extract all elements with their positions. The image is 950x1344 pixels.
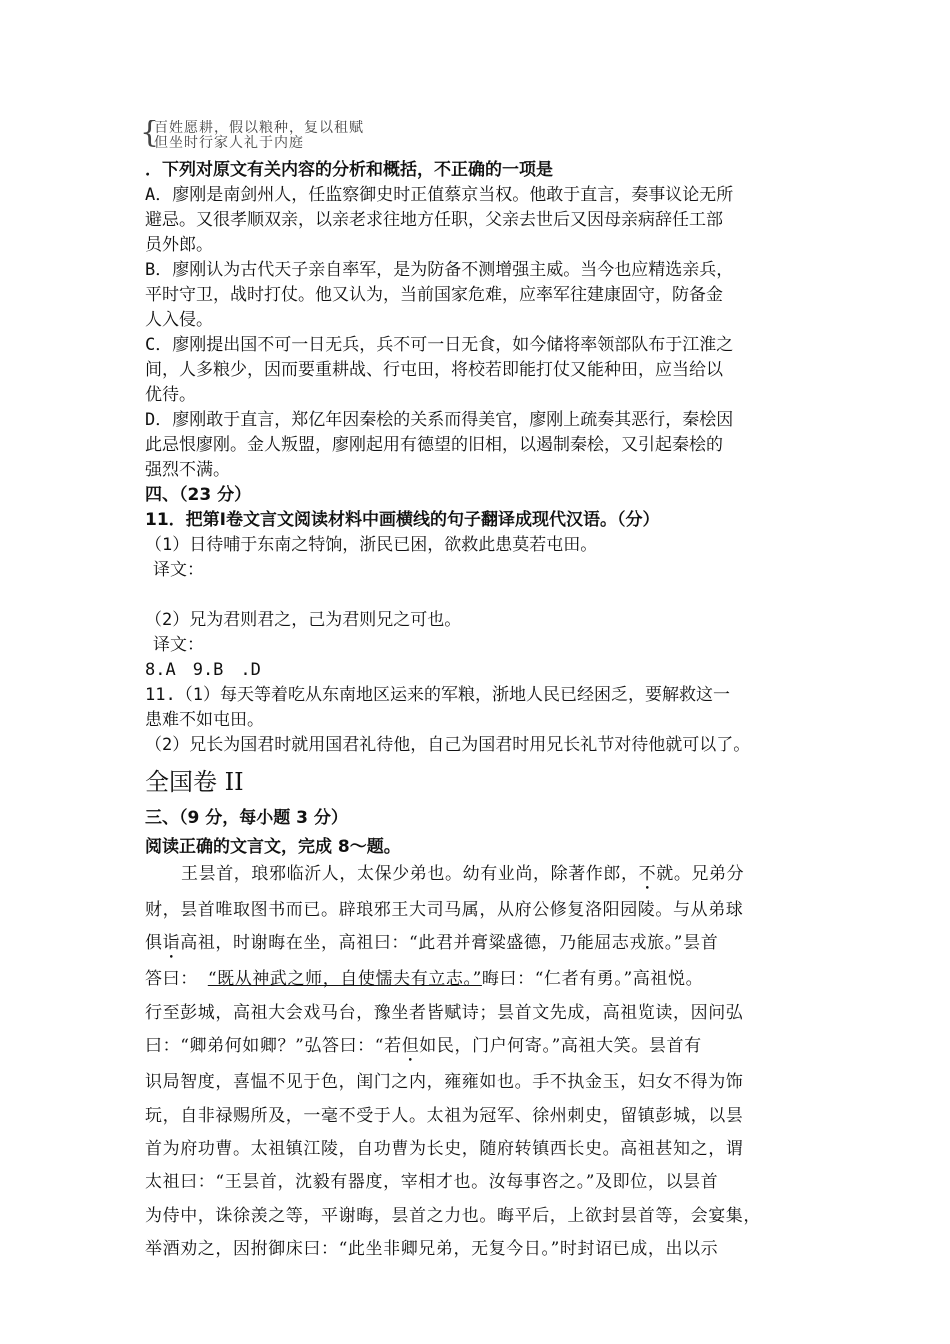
option-line: 间，人多粮少，因而要重耕战、行屯田，将校若即能打仗又能种田，应当给以: [145, 360, 723, 380]
passage-line: 行至彭城，高祖大会戏马台，豫坐者皆赋诗；昙首文先成，高祖览读，因问弘: [145, 1002, 744, 1023]
answer-key-line: 11.（1）每天等着吃从东南地区运来的军粮，浙地人民已经困乏，要解救这一: [145, 685, 730, 705]
answer-key-line: 8.A 9.B .D: [145, 660, 261, 680]
passage-line: 识局智度，喜愠不见于色，闺门之内，雍雍如也。手不执金玉，妇女不得为饰: [145, 1072, 744, 1093]
passage-line: 答曰： “既从神武之师，自使懦夫有立志。”晦曰：“仁者有勇。”高祖悦。: [145, 969, 704, 990]
passage-line: 举酒劝之，因拊御床曰：“此坐非卿兄弟，无复今日。”时封诏已成，出以示: [145, 1239, 719, 1260]
option-line: 员外郎。: [145, 235, 213, 255]
passage-line: 财，昙首唯取图书而已。辟琅邪王大司马属，从府公修复洛阳园陵。与从弟球: [145, 900, 744, 920]
national-paper-heading: [145, 767, 825, 797]
passage-line: 曰：“卿弟何如卿？”弘答曰：“若但如民，门户何寄。”高祖大笑。昙首有: [145, 1036, 702, 1057]
brace-glyph: {: [140, 120, 160, 150]
option-line: A．廖刚是南剑州人，任监察御史时正值蔡京当权。他敢于直言，奏事议论无所: [145, 185, 734, 205]
section-three: [145, 806, 825, 860]
option-line: B．廖刚认为古代天子亲自率军，是为防备不测增强主威。当今也应精选亲兵，: [145, 260, 734, 280]
reading-instruction: 阅读正确的文言文，完成 8～题。: [145, 837, 401, 857]
answer-key-line: （2）兄长为国君时就用国君礼待他，自己为国君时用兄长礼节对待他就可以了。: [145, 735, 751, 755]
passage-line: 俱诣高祖，时谢晦在坐，高祖曰：“此君并膏粱盛德，乃能屈志戎旅。”昙首: [145, 933, 719, 954]
option-line: D．廖刚敢于直言，郑亿年因秦桧的关系而得美官，廖刚上疏奏其恶行，秦桧因: [145, 410, 734, 430]
answer-key-line: 患难不如屯田。: [145, 710, 264, 730]
translation-label-2: 译文：: [153, 635, 204, 655]
option-line: 优待。: [145, 385, 196, 405]
section-three-title: 三、（9 分，每小题 3 分）: [145, 808, 348, 828]
analysis-question: [145, 158, 825, 758]
emphasis-char: 但: [401, 1036, 420, 1057]
option-line: 强烈不满。: [145, 460, 230, 480]
option-line: 平时守卫，战时打仗。他又认为，当前国家危难，应率军往建康固守，防备金: [145, 285, 723, 305]
question-11: 11．把第Ⅰ卷文言文阅读材料中画横线的句子翻译成现代汉语。（分）: [145, 510, 660, 530]
emphasis-char: 不: [638, 864, 657, 884]
paper-title: 全国卷 II: [145, 768, 244, 796]
section-four-title: 四、（23 分）: [145, 485, 252, 505]
passage-line: 为侍中，诛徐羡之等，平谢晦，昙首之力也。晦平后，上欲封昙首等，会宴集，: [145, 1205, 761, 1226]
option-line: 人入侵。: [145, 310, 213, 330]
cut-off-header: [140, 120, 610, 150]
passage-line: 王昙首，琅邪临沂人，太保少弟也。幼有业尚，除著作郎，不就。兄弟分: [181, 864, 745, 884]
option-line: 避忌。又很孝顺双亲，以亲老求往地方任职，父亲去世后又因母亲病辞任工部: [145, 210, 723, 230]
emphasis-char: 诣: [162, 933, 181, 954]
translate-item-2: （2）兄为君则君之，己为君则兄之可也。: [145, 610, 462, 630]
question-stem: ．下列对原文有关内容的分析和概括，不正确的一项是: [145, 160, 553, 180]
passage-line: 首为府功曹。太祖镇江陵，自功曹为长史，随府转镇西长史。高祖甚知之，谓: [145, 1139, 744, 1160]
blank-line: [145, 583, 825, 608]
underlined-sentence: “既从神武之师，自使懦夫有立志。”: [207, 969, 482, 990]
translate-item-1: （1）日待哺于东南之特饷，浙民已困，欲救此患莫若屯田。: [145, 535, 598, 555]
cut-header-line-2: 但坐时行家人礼于内庭: [154, 135, 304, 150]
classical-passage: [145, 858, 825, 1267]
passage-line: 玩，自非禄赐所及，一毫不受于人。太祖为冠军、徐州刺史，留镇彭城，以昙: [145, 1105, 744, 1126]
option-line: 此忌恨廖刚。金人叛盟，廖刚起用有德望的旧相，以遏制秦桧，又引起秦桧的: [145, 435, 723, 455]
cut-header-line-1: 百姓愿耕，假以粮种，复以租赋: [154, 120, 364, 136]
translation-label-1: 译文：: [153, 560, 204, 580]
passage-line: 太祖曰：“王昙首，沈毅有器度，宰相才也。汝每事咨之。”及即位，以昙首: [145, 1172, 719, 1193]
option-line: C．廖刚提出国不可一日无兵，兵不可一日无食，如今储将率领部队布于江淮之: [145, 335, 734, 355]
